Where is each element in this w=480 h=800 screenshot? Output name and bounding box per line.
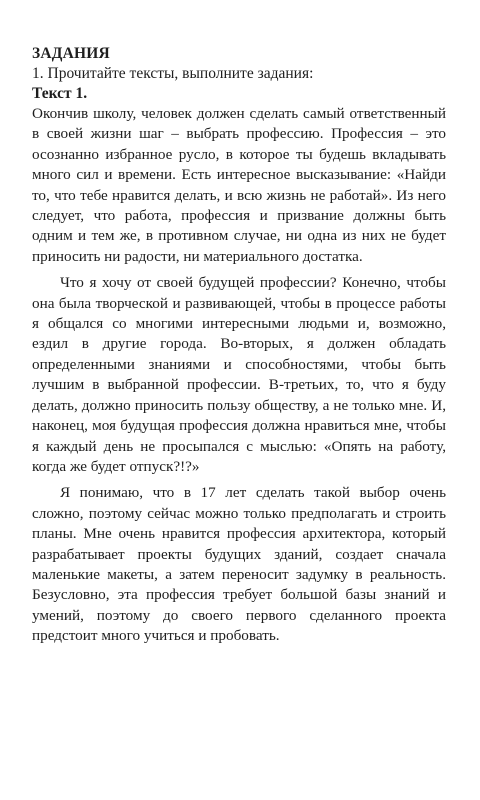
task-instruction: 1. Прочитайте тексты, выполните задания: [32,65,314,82]
paragraph-2: Что я хочу от своей будущей профессии? Конечно, чтобы она была творческой и развивающей, чтобы в процессе работы я общался со многими интересными людьми и, возможно, ездил в другие города. Во-вторых, я должен обладать определенными знаниями и способностями, чтобы быть лучшим в выбранной профессии. В-третьих, то, что я буду делать, должно приносить пользу обществу, а не только мне. И, наконец, моя будущая профессия должна нравиться мне, чтобы я каждый день не просыпался с мыслью: «Опять на работу, когда же будет отпуск?!?» [32,274,446,475]
text-title: Текст 1. [32,85,88,102]
document-page [32,44,446,647]
paragraph-3: Я понимаю, что в 17 лет сделать такой выбор очень сложно, поэтому сейчас можно только предполагать и строить планы. Мне очень нравится профессия архитектора, который разрабатывает проекты будущих зданий, создает сначала маленькие макеты, а затем переносит задумку в реальность. Безусловно, эта профессия требует большой базы знаний и умений, поэтому до своего первого сделанного проекта предстоит много учиться и пробовать. [32,484,446,645]
paragraph-1: Окончив школу, человек должен сделать самый ответственный в своей жизни шаг – выбрать профессию. Профессия – это осознанно избранное русло, в которое ты будешь вкладывать много сил и времени. Есть интересное высказывание: «Найди то, что тебе нравится делать, и всю жизнь не работай». Из него следует, что работа, профессия и призвание должны быть одним и тем же, в противном случае, ни одна из них не будет приносить ни радости, ни материального достатка. [32,105,446,265]
section-heading: ЗАДАНИЯ [32,45,110,62]
